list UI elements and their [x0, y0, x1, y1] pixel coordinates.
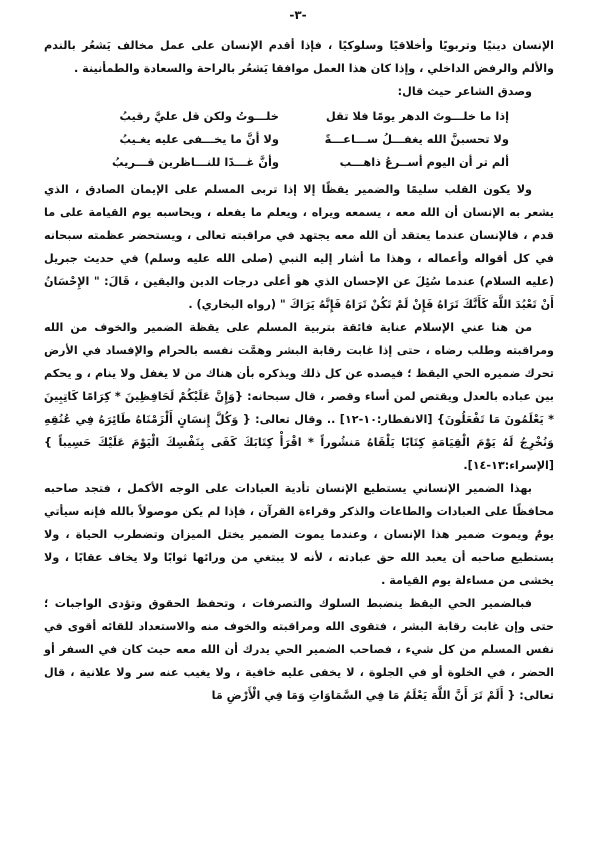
poem-hemistich: ولا أنَّ ما يخـــفى عليه يغـيبُ [119, 132, 279, 146]
paragraph-6: فبالضمير الحي اليقظ ينضبط السلوك والتصرفات ، وتحفظ الحقوق وتؤدى الواجبات ؛ حتى وإن غابت رقابة البشر ، فتقوى الله ومراقبته والخوف منه والاستعداد للقائه أقوى في نفس المسلم من كل شيء ، فصاحب الضمير الحي يدرك أن الله معه حيث كان في السفر أو الحضر ، في الخلوة أو في الجلوة ، لا يخفى عليه خافية ، ولا يغيب عنه سر ولا علانية ، قال تعالى: { أَلَمْ تَرَ أَنَّ اللَّهَ يَعْلَمُ مَا فِي السَّمَاوَاتِ وَمَا فِي الْأَرْضِ مَا [44, 597, 554, 702]
paragraph-5: بهذا الضمير الإنساني يستطيع الإنسان تأدية العبادات على الوجه الأكمل ، فتجد صاحبه محافظًا على العبادات والطاعات والذكر وقراءة القرآن ، فإذا لم يكن موصولاً بالله فإنه سيأتي يومٌ ويموت ضمير هذا الإنسان ، وعندما يموت الضمير يختل الميزان وتضطرب الحياة ، ولا يستطيع صاحبه أن يعبد الله حق عبادته ، لأنه لا يبتغي من ورائها ثوابًا ولا يخاف عقابًا ، ولا يخشى من مساءلة يوم القيامة . [44, 482, 554, 587]
poem-hemistich: ألم تر أن اليوم أســرعُ ذاهـــب [339, 155, 509, 169]
paragraph-4: من هنا عني الإسلام عناية فائقة بتربية المسلم على يقظة الضمير والخوف من الله ومراقبته وطلب رضاه ، حتى إذا غابت رقابة البشر وهمَّت نفسه بالحرام والإفساد في الأرض تحرك ضميره الحي اليقظ ؛ فيصده عن كل ذلك ويذكره بأن هناك من لا يغفل ولا ينام ، و يحكم بين عباده بالعدل ويقتص لمن أساء وقصر ، قال سبحانه: {وَإِنَّ عَلَيْكُمْ لَحَافِظِينَ * كِرَامًا كَاتِبِينَ * يَعْلَمُونَ مَا تَفْعَلُونَ} [الانفطار:١٠-١٢] .. وقال تعالى: { وَكُلَّ إِنسَانٍ أَلْزَمْنَاهُ طَائِرَهُ فِي عُنُقِهِ وَنُخْرِجُ لَهُ يَوْمَ الْقِيَامَةِ كِتَابًا يَلْقَاهُ مَنشُوراً * اقْرَأْ كِتَابَكَ كَفَى بِنَفْسِكَ الْيَوْمَ عَلَيْكَ حَسِيباً } [الإسراء:١٣-١٤]. [44, 321, 554, 472]
poem-hemistich: خلـــوتُ ولكن قل عليَّ رقيبُ [119, 109, 279, 123]
paragraph-2: وصدق الشاعر حيث قال: [397, 85, 532, 98]
poem [44, 105, 554, 174]
page-body [44, 34, 554, 707]
poem-verse-2 [44, 128, 554, 151]
poem-hemistich: ولا تحسبنَّ الله يغفـــلُ ســـاعـــةً [324, 132, 509, 146]
paragraph-3: ولا يكون القلب سليمًا والضمير يقظًا إلا إذا تربى المسلم على الإيمان الصادق ، الذي يشعر به الإنسان أن الله معه ، يسمعه ويراه ، ويعلم ما يفعله ، ويحاسبه يوم القيامة على ما قدم ، فالإنسان عندما يعتقد أن الله معه يجتهد في مراقبته تعالى ، ويستحضر عظمته سبحانه في كل أقواله وأعماله ، وهذا ما أشار إليه النبي (صلى الله عليه وسلم) في حديث جبريل (عليه السلام) عندما سُئِلَ عن الإحسان الذي هو أعلى درجات الدين واليقين ، قَالَ: " الإِحْسَانُ أَنْ تَعْبُدَ اللَّهَ كَأَنَّكَ تَرَاهُ فَإِنْ لَمْ تَكُنْ تَرَاهُ فَإِنَّهُ يَرَاكَ " (رواه البخاري) . [44, 183, 554, 311]
page-number: -٣- [289, 8, 307, 22]
poem-verse-1 [44, 105, 554, 128]
poem-hemistich: إذا ما خلـــوتَ الدهر يومًا فلا تقل [325, 109, 509, 123]
paragraph-1: الإنسان دينيًا وتربويًا وأخلاقيًا وسلوكيًا ، فإذا أقدم الإنسان على عمل مخالف يَشعُر بالندم والألم والرفض الداخلي ، وإذا كان هذا العمل موافقا يَشعُر بالراحة والسعادة والطمأنينة . [44, 39, 554, 75]
poem-hemistich: وأنَّ غـــدًا للنـــاظرين قـــريبُ [112, 155, 279, 169]
poem-verse-3 [44, 151, 554, 174]
